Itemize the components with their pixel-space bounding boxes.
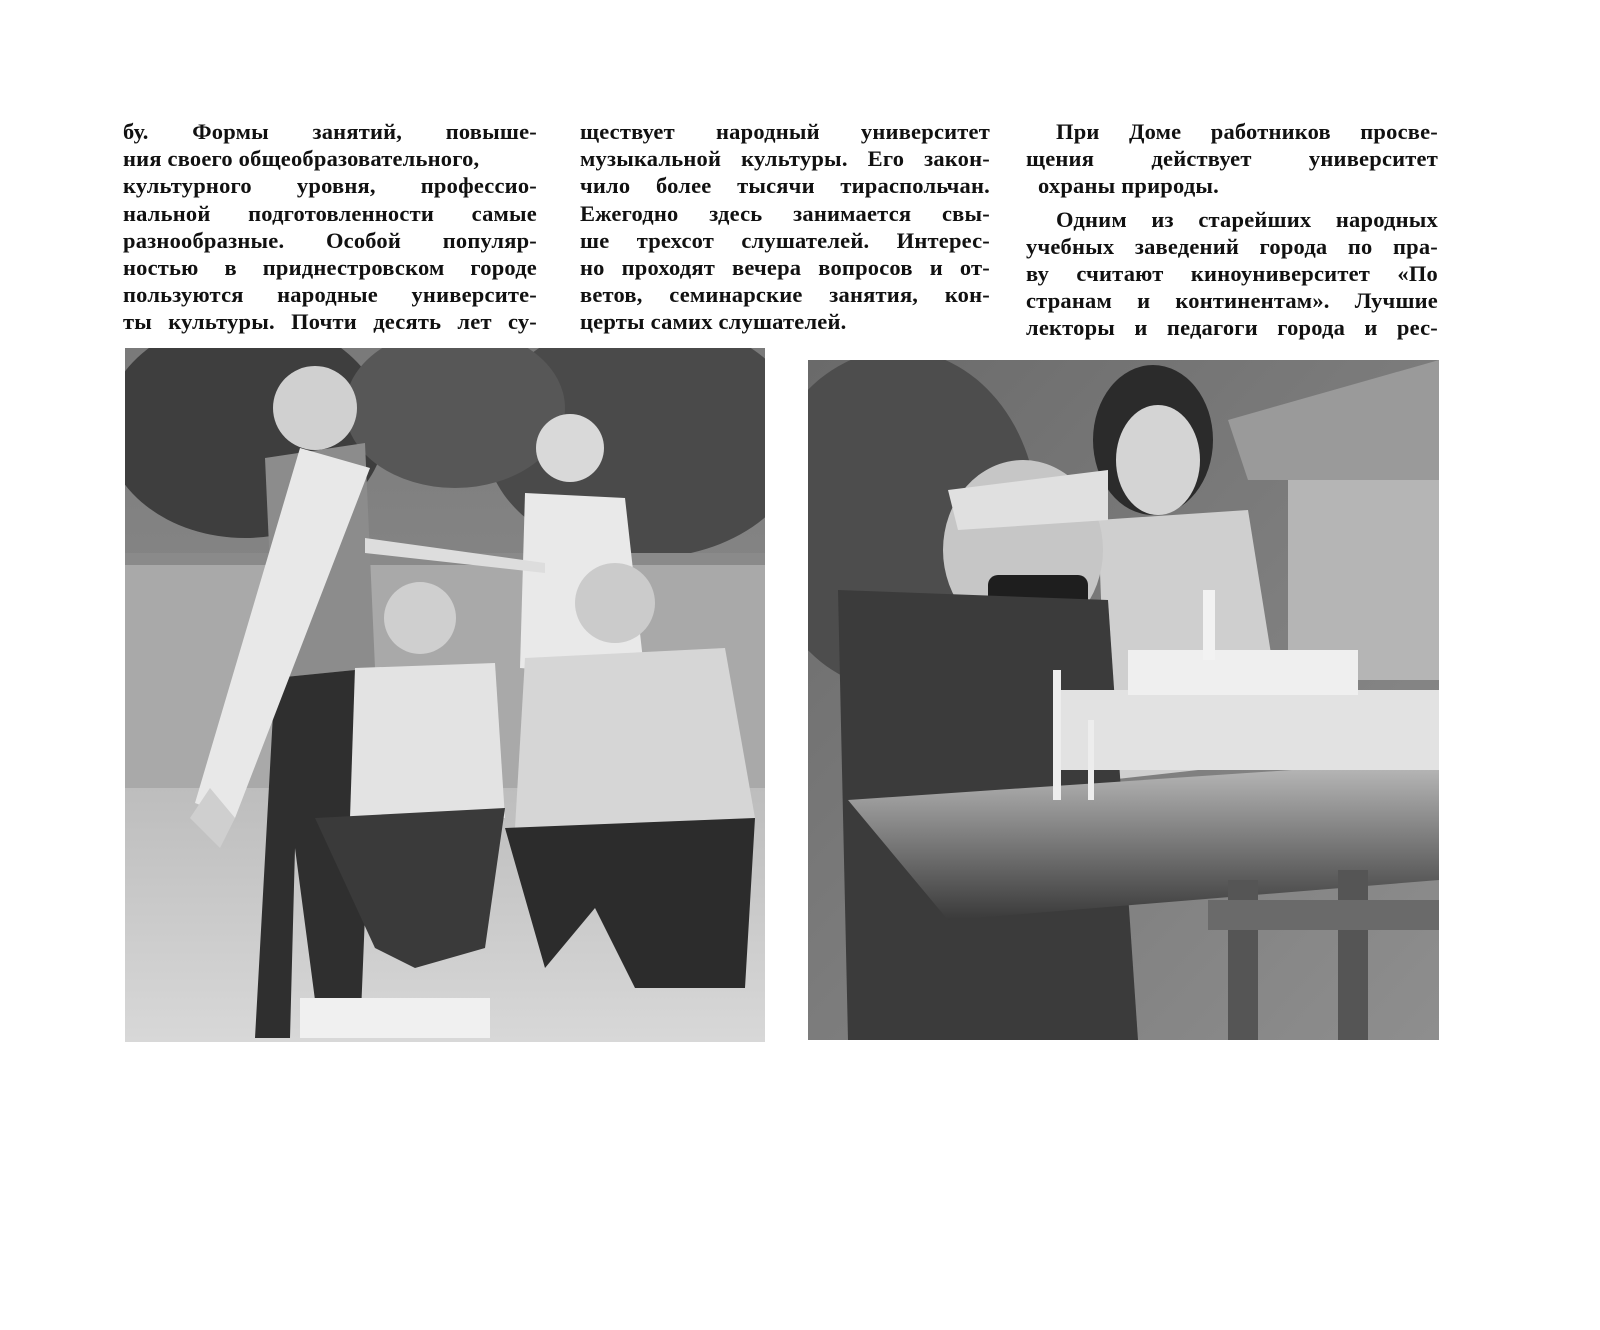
photo-ship-model-illustration (808, 360, 1439, 1040)
text-column-2 (580, 118, 990, 336)
text-line: ты культуры. Почти десять лет су- (123, 309, 537, 335)
text-column-3 (1026, 118, 1438, 342)
text-line: чило более тысячи тираспольчан. (580, 173, 990, 199)
text-line: ше трехсот слушателей. Интерес- (580, 227, 990, 253)
text-line: но проходят вечера вопросов и от- (580, 255, 990, 281)
text-line: Ежегодно здесь занимается свы- (580, 200, 990, 226)
photo-rocket-group (125, 348, 765, 1042)
text-line: ществует народный университет (580, 119, 990, 144)
text-line: странам и континентам». Лучшие (1026, 288, 1438, 314)
text-line: ностью в приднестровском городе (123, 255, 537, 281)
text-line: бу. Формы занятий, повыше- (123, 119, 537, 144)
text-line: ния своего общеобразовательного, (123, 146, 480, 172)
text-line: ву считают киноуниверситет «По (1026, 261, 1438, 287)
text-line: разнообразные. Особой популяр- (123, 227, 537, 253)
photo-ship-model (808, 360, 1439, 1040)
text-line: ветов, семинарские занятия, кон- (580, 282, 990, 308)
text-line: учебных заведений города по пра- (1026, 233, 1438, 259)
text-line: охраны природы. (1038, 173, 1219, 199)
text-line: лекторы и педагоги города и рес- (1026, 315, 1438, 341)
text-line: нальной подготовленности самые (123, 200, 537, 226)
text-line: При Доме работников просве- (1056, 119, 1438, 144)
text-line: пользуются народные университе- (123, 282, 537, 308)
text-line: церты самих слушателей. (580, 309, 847, 335)
text-line: щения действует университет (1026, 146, 1438, 172)
text-line: культурного уровня, профессио- (123, 173, 537, 199)
text-line: Одним из старейших народных (1056, 206, 1438, 232)
photo-rocket-group-illustration (125, 348, 765, 1042)
text-column-1 (123, 118, 537, 336)
text-line: музыкальной культуры. Его закон- (580, 146, 990, 172)
